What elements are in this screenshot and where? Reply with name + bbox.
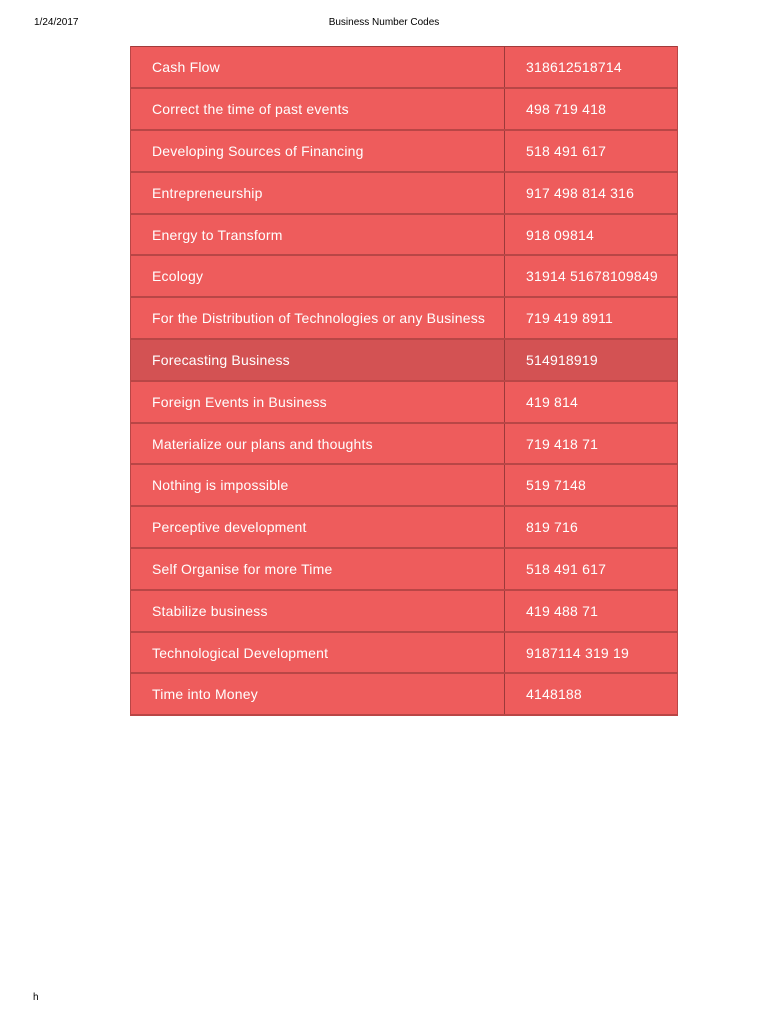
row-topic: Time into Money bbox=[131, 673, 505, 715]
row-topic: Entrepreneurship bbox=[131, 172, 505, 214]
row-topic: Energy to Transform bbox=[131, 214, 505, 256]
business-codes-table bbox=[130, 46, 678, 716]
row-topic: Materialize our plans and thoughts bbox=[131, 423, 505, 465]
row-topic: Developing Sources of Financing bbox=[131, 130, 505, 172]
row-topic: Stabilize business bbox=[131, 590, 505, 632]
row-code: 514918919 bbox=[505, 339, 678, 381]
row-code: 419 488 71 bbox=[505, 590, 678, 632]
table-row bbox=[131, 172, 678, 214]
row-code: 518 491 617 bbox=[505, 548, 678, 590]
row-code: 719 419 8911 bbox=[505, 297, 678, 339]
row-code: 318612518714 bbox=[505, 47, 678, 89]
row-code: 917 498 814 316 bbox=[505, 172, 678, 214]
table-row bbox=[131, 47, 678, 89]
table-row bbox=[131, 548, 678, 590]
row-topic: Cash Flow bbox=[131, 47, 505, 89]
row-topic: Self Organise for more Time bbox=[131, 548, 505, 590]
row-topic: Technological Development bbox=[131, 632, 505, 674]
table-row bbox=[131, 590, 678, 632]
row-code: 419 814 bbox=[505, 381, 678, 423]
row-topic: Correct the time of past events bbox=[131, 88, 505, 130]
table-row bbox=[131, 297, 678, 339]
table-row bbox=[131, 464, 678, 506]
print-date: 1/24/2017 bbox=[34, 17, 79, 28]
row-topic: Nothing is impossible bbox=[131, 464, 505, 506]
row-code: 819 716 bbox=[505, 506, 678, 548]
table-row bbox=[131, 423, 678, 465]
table-row bbox=[131, 88, 678, 130]
table-row bbox=[131, 632, 678, 674]
row-code: 719 418 71 bbox=[505, 423, 678, 465]
table-row bbox=[131, 214, 678, 256]
row-topic: Ecology bbox=[131, 255, 505, 297]
row-code: 498 719 418 bbox=[505, 88, 678, 130]
row-topic: Foreign Events in Business bbox=[131, 381, 505, 423]
page-title: Business Number Codes bbox=[328, 17, 440, 28]
row-code: 4148188 bbox=[505, 673, 678, 715]
row-code: 519 7148 bbox=[505, 464, 678, 506]
table-row bbox=[131, 673, 678, 715]
table-row bbox=[131, 506, 678, 548]
row-code: 9187114 319 19 bbox=[505, 632, 678, 674]
table-row-highlighted bbox=[131, 339, 678, 381]
row-topic: Perceptive development bbox=[131, 506, 505, 548]
row-topic: Forecasting Business bbox=[131, 339, 505, 381]
row-topic: For the Distribution of Technologies or any Business bbox=[131, 297, 505, 339]
table-row bbox=[131, 130, 678, 172]
footer-mark: h bbox=[33, 992, 39, 1003]
row-code: 918 09814 bbox=[505, 214, 678, 256]
table-row bbox=[131, 255, 678, 297]
table-row bbox=[131, 381, 678, 423]
row-code: 31914 51678109849 bbox=[505, 255, 678, 297]
row-code: 518 491 617 bbox=[505, 130, 678, 172]
